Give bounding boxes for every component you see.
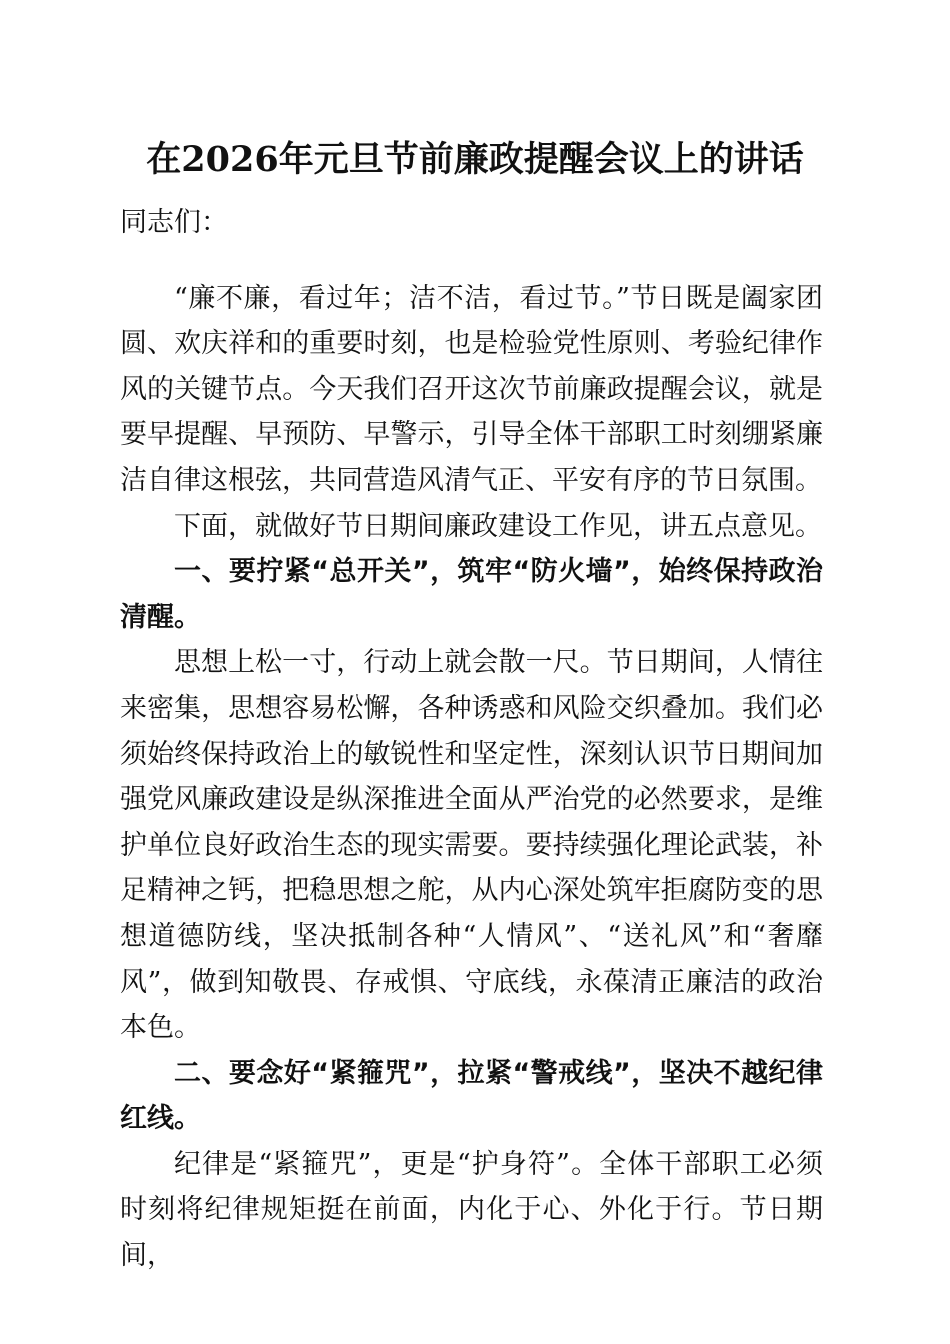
paragraph-intro: “廉不廉，看过年；洁不洁，看过节。”节日既是阖家团圆、欢庆祥和的重要时刻，也是检验党性原则、考验纪律作风的关键节点。今天我们召开这次节前廉政提醒会议，就是要早提醒、早预防、早警示，引导全体干部职工时刻绷紧廉洁自律这根弦，共同营造风清气正、平安有序的节日氛围。 — [120, 282, 823, 496]
paragraph-section-1: 思想上松一寸，行动上就会散一尺。节日期间，人情往来密集，思想容易松懈，各种诱惑和风险交织叠加。我们必须始终保持政治上的敏锐性和坚定性，深刻认识节日期间加强党风廉政建设是纵深推进全面从严治党的必然要求，是维护单位良好政治生态的现实需要。要持续强化理论武装，补足精神之钙，把稳思想之舵，从内心深处筑牢拒腐防变的思想道德防线，坚决抵制各种“人情风”、“送礼风”和“奢靡风”，做到知敬畏、存戒惧、守底线，永葆清正廉洁的政治本色。 — [120, 647, 823, 1044]
section-heading-1: 一、要拧紧“总开关”，筑牢“防火墙”，始终保持政治清醒。 — [120, 556, 823, 633]
document-body — [120, 200, 823, 1279]
document-title: 在2026年元旦节前廉政提醒会议上的讲话 — [146, 139, 804, 180]
paragraph-section-2: 纪律是“紧箍咒”，更是“护身符”。全体干部职工必须时刻将纪律规矩挺在前面，内化于心、外化于行。节日期间， — [120, 1148, 823, 1272]
section-heading-2: 二、要念好“紧箍咒”，拉紧“警戒线”，坚决不越纪律红线。 — [120, 1057, 823, 1135]
paragraph-overview: 下面，就做好节日期间廉政建设工作见，讲五点意见。 — [174, 510, 822, 542]
salutation: 同志们： — [120, 207, 228, 238]
